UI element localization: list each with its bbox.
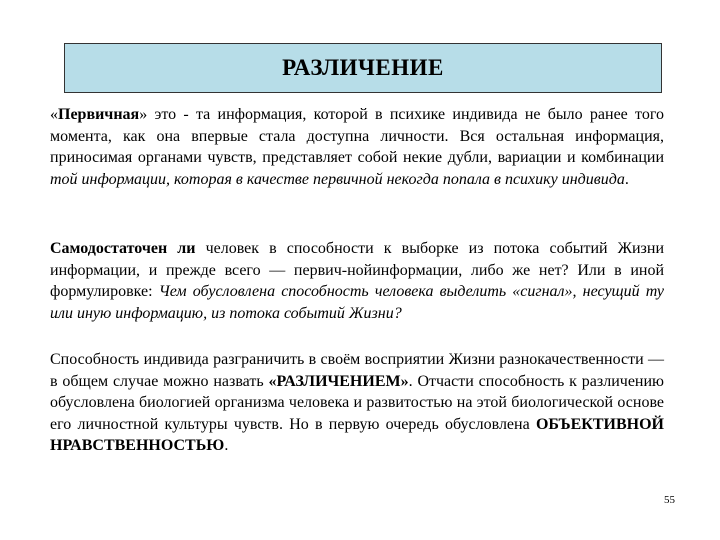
paragraph-text-2: . Отчасти способность к различению обусловлена биологией организма человека и развитостью на этой биологической основе его личностной культуры чувств. Но в первую очередь обусловлена: [50, 372, 664, 433]
paragraph-end: .: [224, 437, 229, 454]
paragraph-distinction: [50, 349, 664, 457]
term-objective-morality: ОБЪЕКТИВНОЙ НРАВСТВЕННОСТЬЮ: [50, 415, 664, 454]
title-banner: [64, 43, 662, 93]
italic-question: Чем обусловлена способность человека выделить «сигнал», несущий ту или иную информацию, из потока событий Жизни?: [50, 283, 664, 322]
paragraph-text: это - та информация, которой в психике индивида не было ранее того момента, как она впервые стала доступна личности. Вся остальная информация, приносимая органами чувств, представляет собой некие дубли, вариации и комбинации: [50, 106, 664, 166]
term-self-sufficient: Самодостаточен ли: [50, 240, 196, 257]
page-number: 55: [664, 494, 675, 506]
paragraph-text: Способность индивида разграничить в своём восприятии Жизни разнокачественности — в общем случае можно назвать: [50, 351, 664, 390]
term-primary: Первичная: [58, 106, 140, 123]
paragraph-end: .: [624, 170, 629, 188]
italic-phrase: той информации, которая в качестве первичной некогда попала в психику индивида: [50, 170, 625, 188]
paragraph-primary-information: [50, 104, 664, 190]
page-title: РАЗЛИЧЕНИЕ: [282, 55, 444, 80]
open-quote: «: [50, 106, 58, 123]
close-quote: »: [139, 106, 148, 123]
term-distinction: «РАЗЛИЧЕНИЕМ»: [268, 372, 409, 390]
paragraph-self-sufficiency: [50, 238, 664, 324]
paragraph-text: человек в способности к выборке из потока событий Жизни информации, и прежде всего — первич-нойинформации, либо же нет? Или в иной формулировке:: [50, 240, 664, 300]
